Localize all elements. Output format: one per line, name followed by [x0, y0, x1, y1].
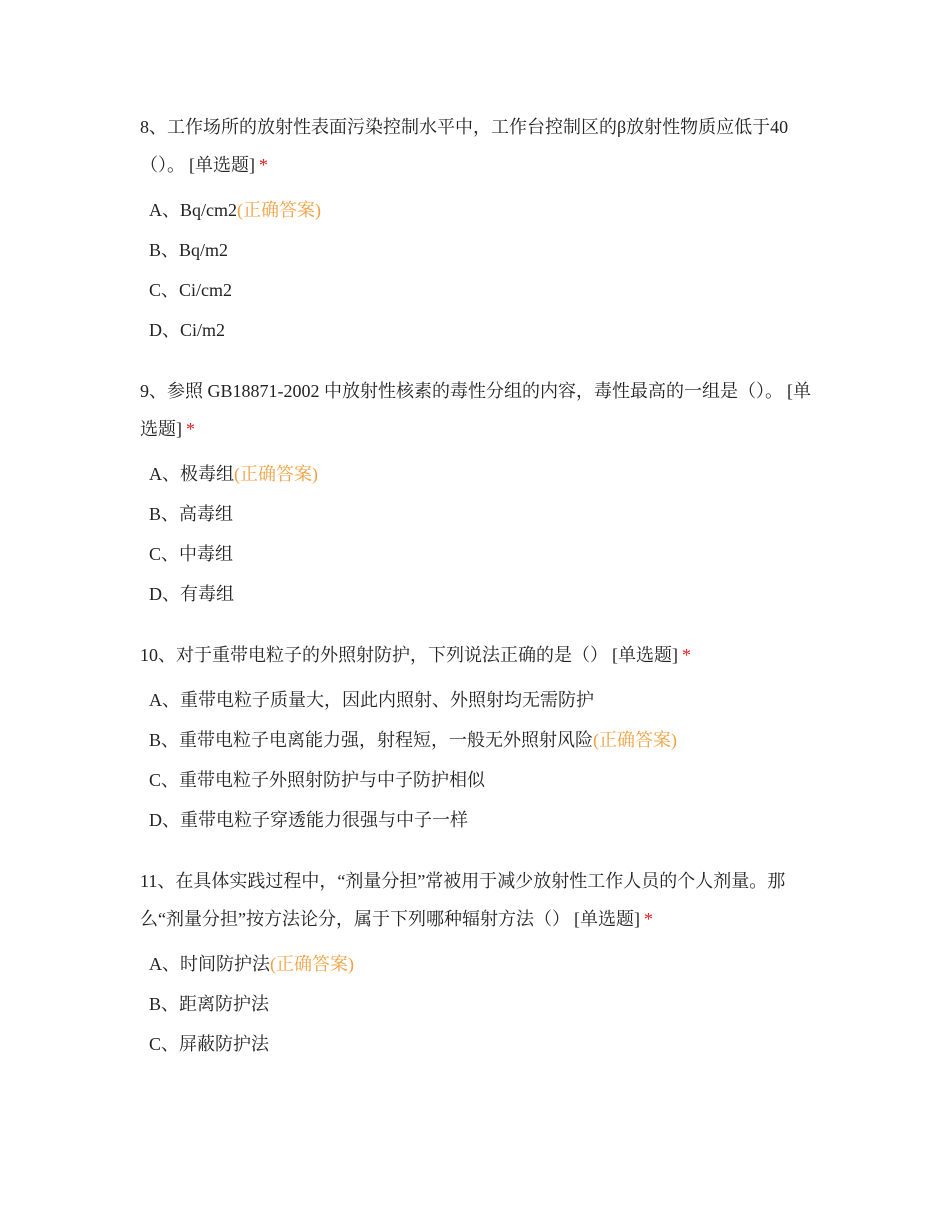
- option-label: C、重带电粒子外照射防护与中子防护相似: [149, 770, 486, 790]
- required-mark: *: [643, 909, 653, 929]
- option-label: C、屏蔽防护法: [149, 1034, 270, 1054]
- question-stem: 11、在具体实践过程中，“剂量分担”常被用于减少放射性工作人员的个人剂量。那么“剂量分担”按方法论分，属于下列哪种辐射方法（）: [140, 871, 786, 929]
- option-c: [140, 534, 820, 574]
- option-label: D、重带电粒子穿透能力很强与中子一样: [149, 810, 468, 830]
- question-type-tag: [单选题]: [140, 381, 811, 439]
- option-label: A、极毒组: [149, 464, 234, 484]
- question-type-tag: [单选题]: [189, 155, 255, 175]
- option-label: D、Ci/m2: [149, 320, 226, 340]
- option-d: [140, 574, 820, 614]
- required-mark: *: [682, 645, 691, 665]
- question-type-tag: [单选题]: [573, 909, 640, 929]
- option-b: [140, 720, 820, 760]
- question-9: [140, 372, 820, 614]
- question-text: [140, 372, 820, 448]
- question-10: [140, 636, 820, 840]
- question-text: [140, 636, 820, 674]
- option-d: [140, 800, 820, 840]
- question-11: [140, 862, 820, 1064]
- option-d: [140, 310, 820, 350]
- correct-answer-label: (正确答案): [593, 730, 678, 750]
- option-a: [140, 454, 820, 494]
- question-text: [140, 862, 820, 938]
- question-text: [140, 108, 820, 184]
- required-mark: *: [186, 419, 195, 439]
- option-label: C、中毒组: [149, 544, 234, 564]
- question-stem: 10、对于重带电粒子的外照射防护，下列说法正确的是（）: [140, 645, 608, 665]
- option-label: B、距离防护法: [149, 994, 270, 1014]
- required-mark: *: [259, 155, 268, 175]
- option-label: B、重带电粒子电离能力强，射程短，一般无外照射风险: [149, 730, 594, 750]
- option-label: C、Ci/cm2: [149, 280, 233, 300]
- option-b: [140, 230, 820, 270]
- quiz-document: [140, 108, 820, 1086]
- option-c: [140, 1024, 820, 1064]
- option-b: [140, 494, 820, 534]
- option-a: [140, 190, 820, 230]
- option-label: A、重带电粒子质量大，因此内照射、外照射均无需防护: [149, 690, 594, 710]
- correct-answer-label: (正确答案): [237, 200, 321, 220]
- option-c: [140, 760, 820, 800]
- option-b: [140, 984, 820, 1024]
- option-label: D、有毒组: [149, 584, 234, 604]
- question-stem: 9、参照 GB18871-2002 中放射性核素的毒性分组的内容，毒性最高的一组是（）。: [140, 381, 783, 401]
- option-c: [140, 270, 820, 310]
- question-type-tag: [单选题]: [612, 645, 678, 665]
- option-a: [140, 944, 820, 984]
- option-label: A、时间防护法: [149, 954, 270, 974]
- correct-answer-label: (正确答案): [234, 464, 318, 484]
- question-stem: 8、工作场所的放射性表面污染控制水平中，工作台控制区的β放射性物质应低于40（）。: [140, 117, 789, 175]
- option-label: B、Bq/m2: [149, 240, 229, 260]
- option-label: B、高毒组: [149, 504, 234, 524]
- option-label: A、Bq/cm2: [149, 200, 237, 220]
- correct-answer-label: (正确答案): [270, 954, 354, 974]
- question-8: [140, 108, 820, 350]
- option-a: [140, 680, 820, 720]
